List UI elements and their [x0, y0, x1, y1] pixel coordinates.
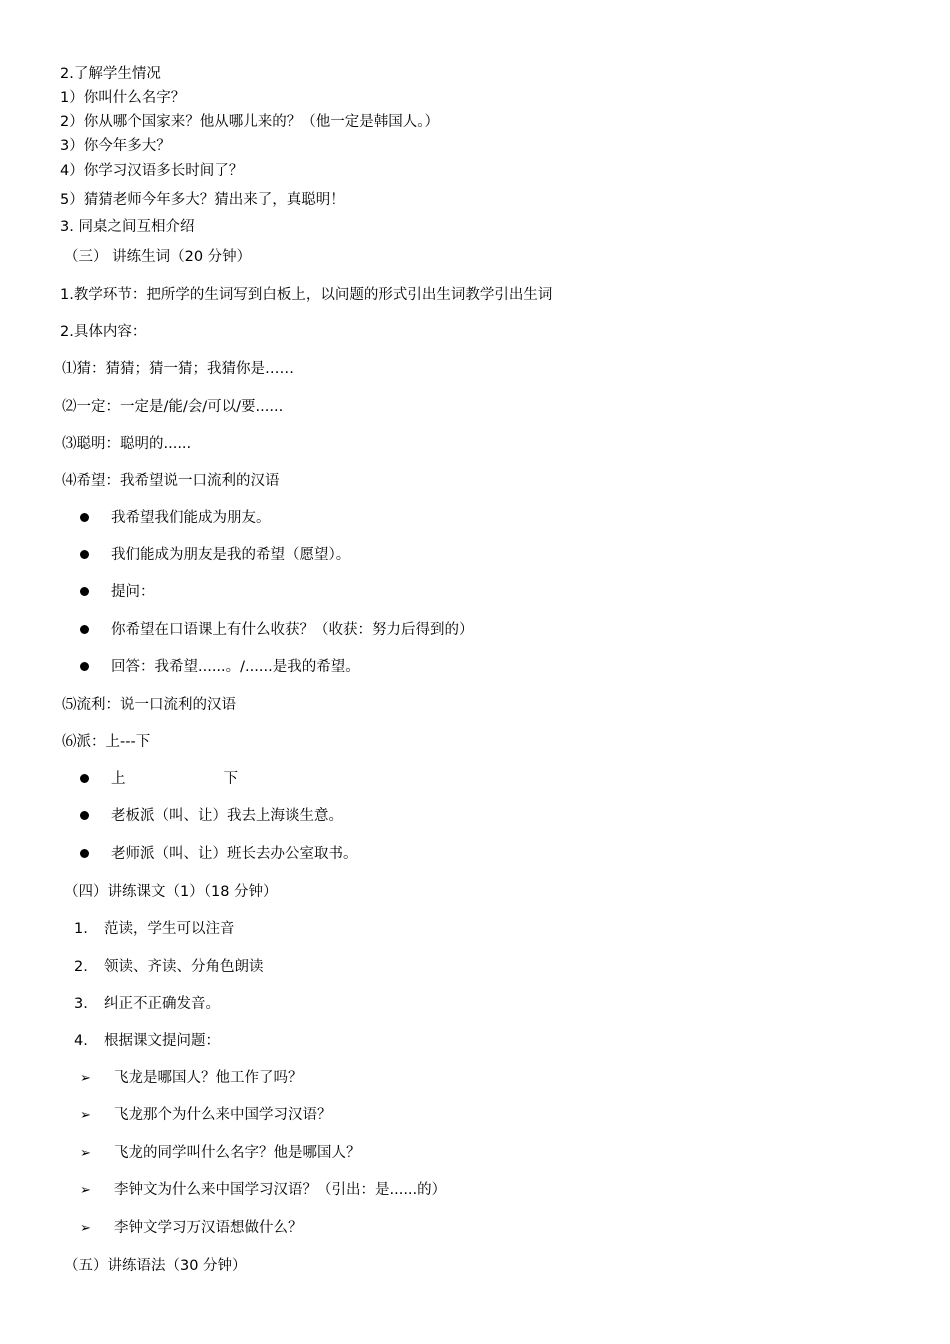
filled-circle-bullet-icon [80, 587, 89, 596]
list-item-text: 回答：我希望......。/......是我的希望。 [111, 659, 360, 675]
list-item-text-up: 上 [111, 771, 126, 787]
question-country: 2）你从哪个国家来？他从哪儿来的？（他一定是韩国人。） [60, 114, 439, 130]
list-item [80, 769, 238, 789]
list-number: 4. [74, 1033, 88, 1049]
list-number: 1. [74, 921, 88, 937]
question-study-time: 4）你学习汉语多长时间了？ [60, 163, 244, 179]
list-item-text-down: 下 [223, 771, 238, 787]
list-item-text: 你希望在口语课上有什么收获？（收获：努力后得到的） [111, 622, 474, 638]
list-number: 2. [74, 959, 88, 975]
question-age: 3）你今年多大？ [60, 138, 171, 154]
section-heading-student-info: 2.了解学生情况 [60, 66, 161, 82]
section-heading-vocabulary: （三） 讲练生词（20 分钟） [64, 249, 252, 265]
list-item [80, 1218, 303, 1239]
list-item-text: 飞龙那个为什么来中国学习汉语？ [114, 1107, 332, 1123]
list-item [80, 1105, 332, 1126]
list-item [80, 508, 271, 528]
list-item-text: 提问： [111, 584, 155, 600]
vocab-item-guess: ⑴猜：猜猜；猜一猜；我猜你是…… [62, 361, 294, 377]
list-item [74, 919, 235, 939]
list-item-text: 老板派（叫、让）我去上海谈生意。 [111, 808, 343, 824]
filled-circle-bullet-icon [80, 774, 89, 783]
list-number: 3. [74, 996, 88, 1012]
list-item-text: 老师派（叫、让）班长去办公室取书。 [111, 846, 358, 862]
filled-circle-bullet-icon [80, 625, 89, 634]
section-heading-grammar: （五）讲练语法（30 分钟） [64, 1258, 247, 1274]
question-guess-teacher-age: 5）猜猜老师今年多大？猜出来了，真聪明！ [60, 192, 345, 208]
filled-circle-bullet-icon [80, 662, 89, 671]
list-item-text: 我们能成为朋友是我的希望（愿望）。 [111, 547, 351, 563]
filled-circle-bullet-icon [80, 513, 89, 522]
list-item-text: 领读、齐读、分角色朗读 [104, 959, 264, 975]
list-item-text: 纠正不正确发音。 [104, 996, 220, 1012]
vocab-item-smart: ⑶聪明：聪明的...... [62, 436, 192, 452]
list-item-text: 根据课文提问题： [104, 1033, 220, 1049]
list-item [80, 657, 360, 677]
arrowhead-bullet-icon: ➢ [80, 1108, 91, 1123]
list-item [80, 1180, 446, 1201]
list-item [80, 582, 155, 602]
list-item-text: 李钟文为什么来中国学习汉语？（引出：是......的） [114, 1182, 447, 1198]
section-heading-text: （四）讲练课文（1）（18 分钟） [64, 884, 278, 900]
content-heading: 2.具体内容： [60, 324, 147, 340]
filled-circle-bullet-icon [80, 811, 89, 820]
list-item [74, 994, 220, 1014]
list-item-text: 范读，学生可以注音 [104, 921, 235, 937]
vocab-item-certain: ⑵一定：一定是/能/会/可以/要...... [62, 399, 284, 415]
list-item [74, 957, 264, 977]
list-item-text: 李钟文学习万汉语想做什么？ [114, 1220, 303, 1236]
list-item [80, 545, 350, 565]
section-heading-introduce: 3. 同桌之间互相介绍 [60, 219, 195, 235]
question-name: 1）你叫什么名字？ [60, 90, 186, 106]
list-item [74, 1031, 220, 1051]
list-item [80, 844, 358, 864]
arrowhead-bullet-icon: ➢ [80, 1183, 91, 1198]
teaching-step: 1.教学环节：把所学的生词写到白板上，以问题的形式引出生词教学引出生词 [60, 287, 553, 303]
list-item-text: 我希望我们能成为朋友。 [111, 510, 271, 526]
list-item [80, 806, 343, 826]
filled-circle-bullet-icon [80, 849, 89, 858]
vocab-item-fluent: ⑸流利：说一口流利的汉语 [62, 697, 236, 713]
arrowhead-bullet-icon: ➢ [80, 1221, 91, 1236]
list-item [80, 1143, 361, 1164]
arrowhead-bullet-icon: ➢ [80, 1146, 91, 1161]
list-item-text: 飞龙是哪国人？他工作了吗？ [114, 1070, 303, 1086]
vocab-item-send: ⑹派：上---下 [62, 734, 151, 750]
list-item [80, 1068, 303, 1089]
list-item-text: 飞龙的同学叫什么名字？他是哪国人？ [114, 1145, 361, 1161]
arrowhead-bullet-icon: ➢ [80, 1071, 91, 1086]
list-item [80, 620, 474, 640]
vocab-item-hope: ⑷希望：我希望说一口流利的汉语 [62, 473, 280, 489]
filled-circle-bullet-icon [80, 550, 89, 559]
